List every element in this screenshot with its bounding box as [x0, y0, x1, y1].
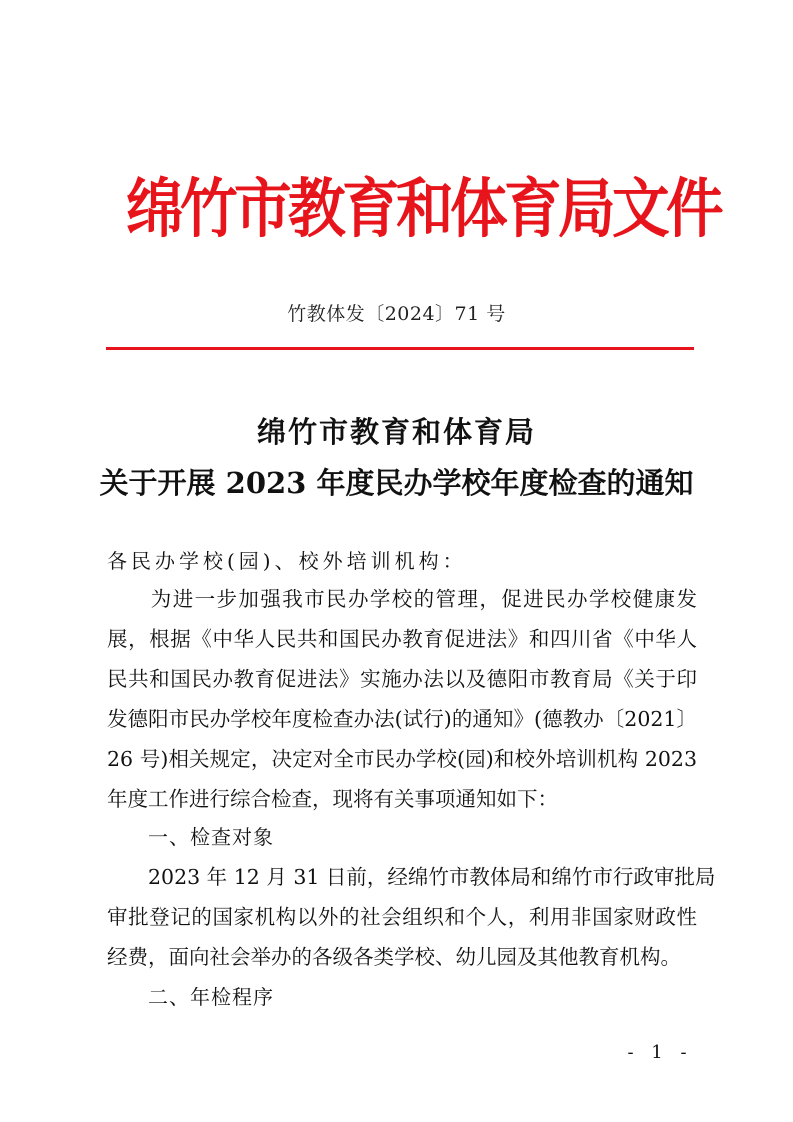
document-number: 竹教体发〔2024〕71 号: [287, 303, 506, 325]
intro-paragraph-line: 展，根据《中华人民共和国民办教育促进法》和四川省《中华人: [107, 627, 697, 651]
salutation: 各民办学校(园)、校外培训机构：: [107, 549, 467, 573]
intro-paragraph-line: 发德阳市民办学校年度检查办法(试行)的通知》(德教办〔2021〕: [107, 707, 697, 731]
intro-paragraph-line: 26 号)相关规定，决定对全市民办学校(园)和校外培训机构 2023: [107, 747, 697, 771]
section-heading-inspection-targets: 一、检查对象: [148, 825, 274, 849]
section-heading-inspection-procedure: 二、年检程序: [148, 985, 274, 1009]
notice-title-line-1: 绵竹市教育和体育局: [256, 415, 536, 449]
page-number: - 1 -: [627, 1042, 693, 1063]
masthead-title: 绵竹市教育和体育局文件: [126, 173, 720, 247]
intro-paragraph-line: 年度工作进行综合检查，现将有关事项通知如下：: [107, 787, 558, 811]
red-divider-line: [106, 347, 694, 350]
intro-paragraph-line: 民共和国民办教育促进法》实施办法以及德阳市教育局《关于印: [107, 667, 697, 691]
section1-paragraph-line: 经费，面向社会举办的各级各类学校、幼儿园及其他教育机构。: [107, 945, 681, 969]
notice-title-line-2: 关于开展 2023 年度民办学校年度检查的通知: [99, 466, 694, 500]
intro-paragraph-line: 为进一步加强我市民办学校的管理，促进民办学校健康发: [107, 587, 697, 611]
section1-paragraph-line: 审批登记的国家机构以外的社会组织和个人，利用非国家财政性: [107, 905, 697, 929]
section1-paragraph-line: 2023 年 12 月 31 日前，经绵竹市教体局和绵竹市行政审批局: [107, 865, 716, 889]
